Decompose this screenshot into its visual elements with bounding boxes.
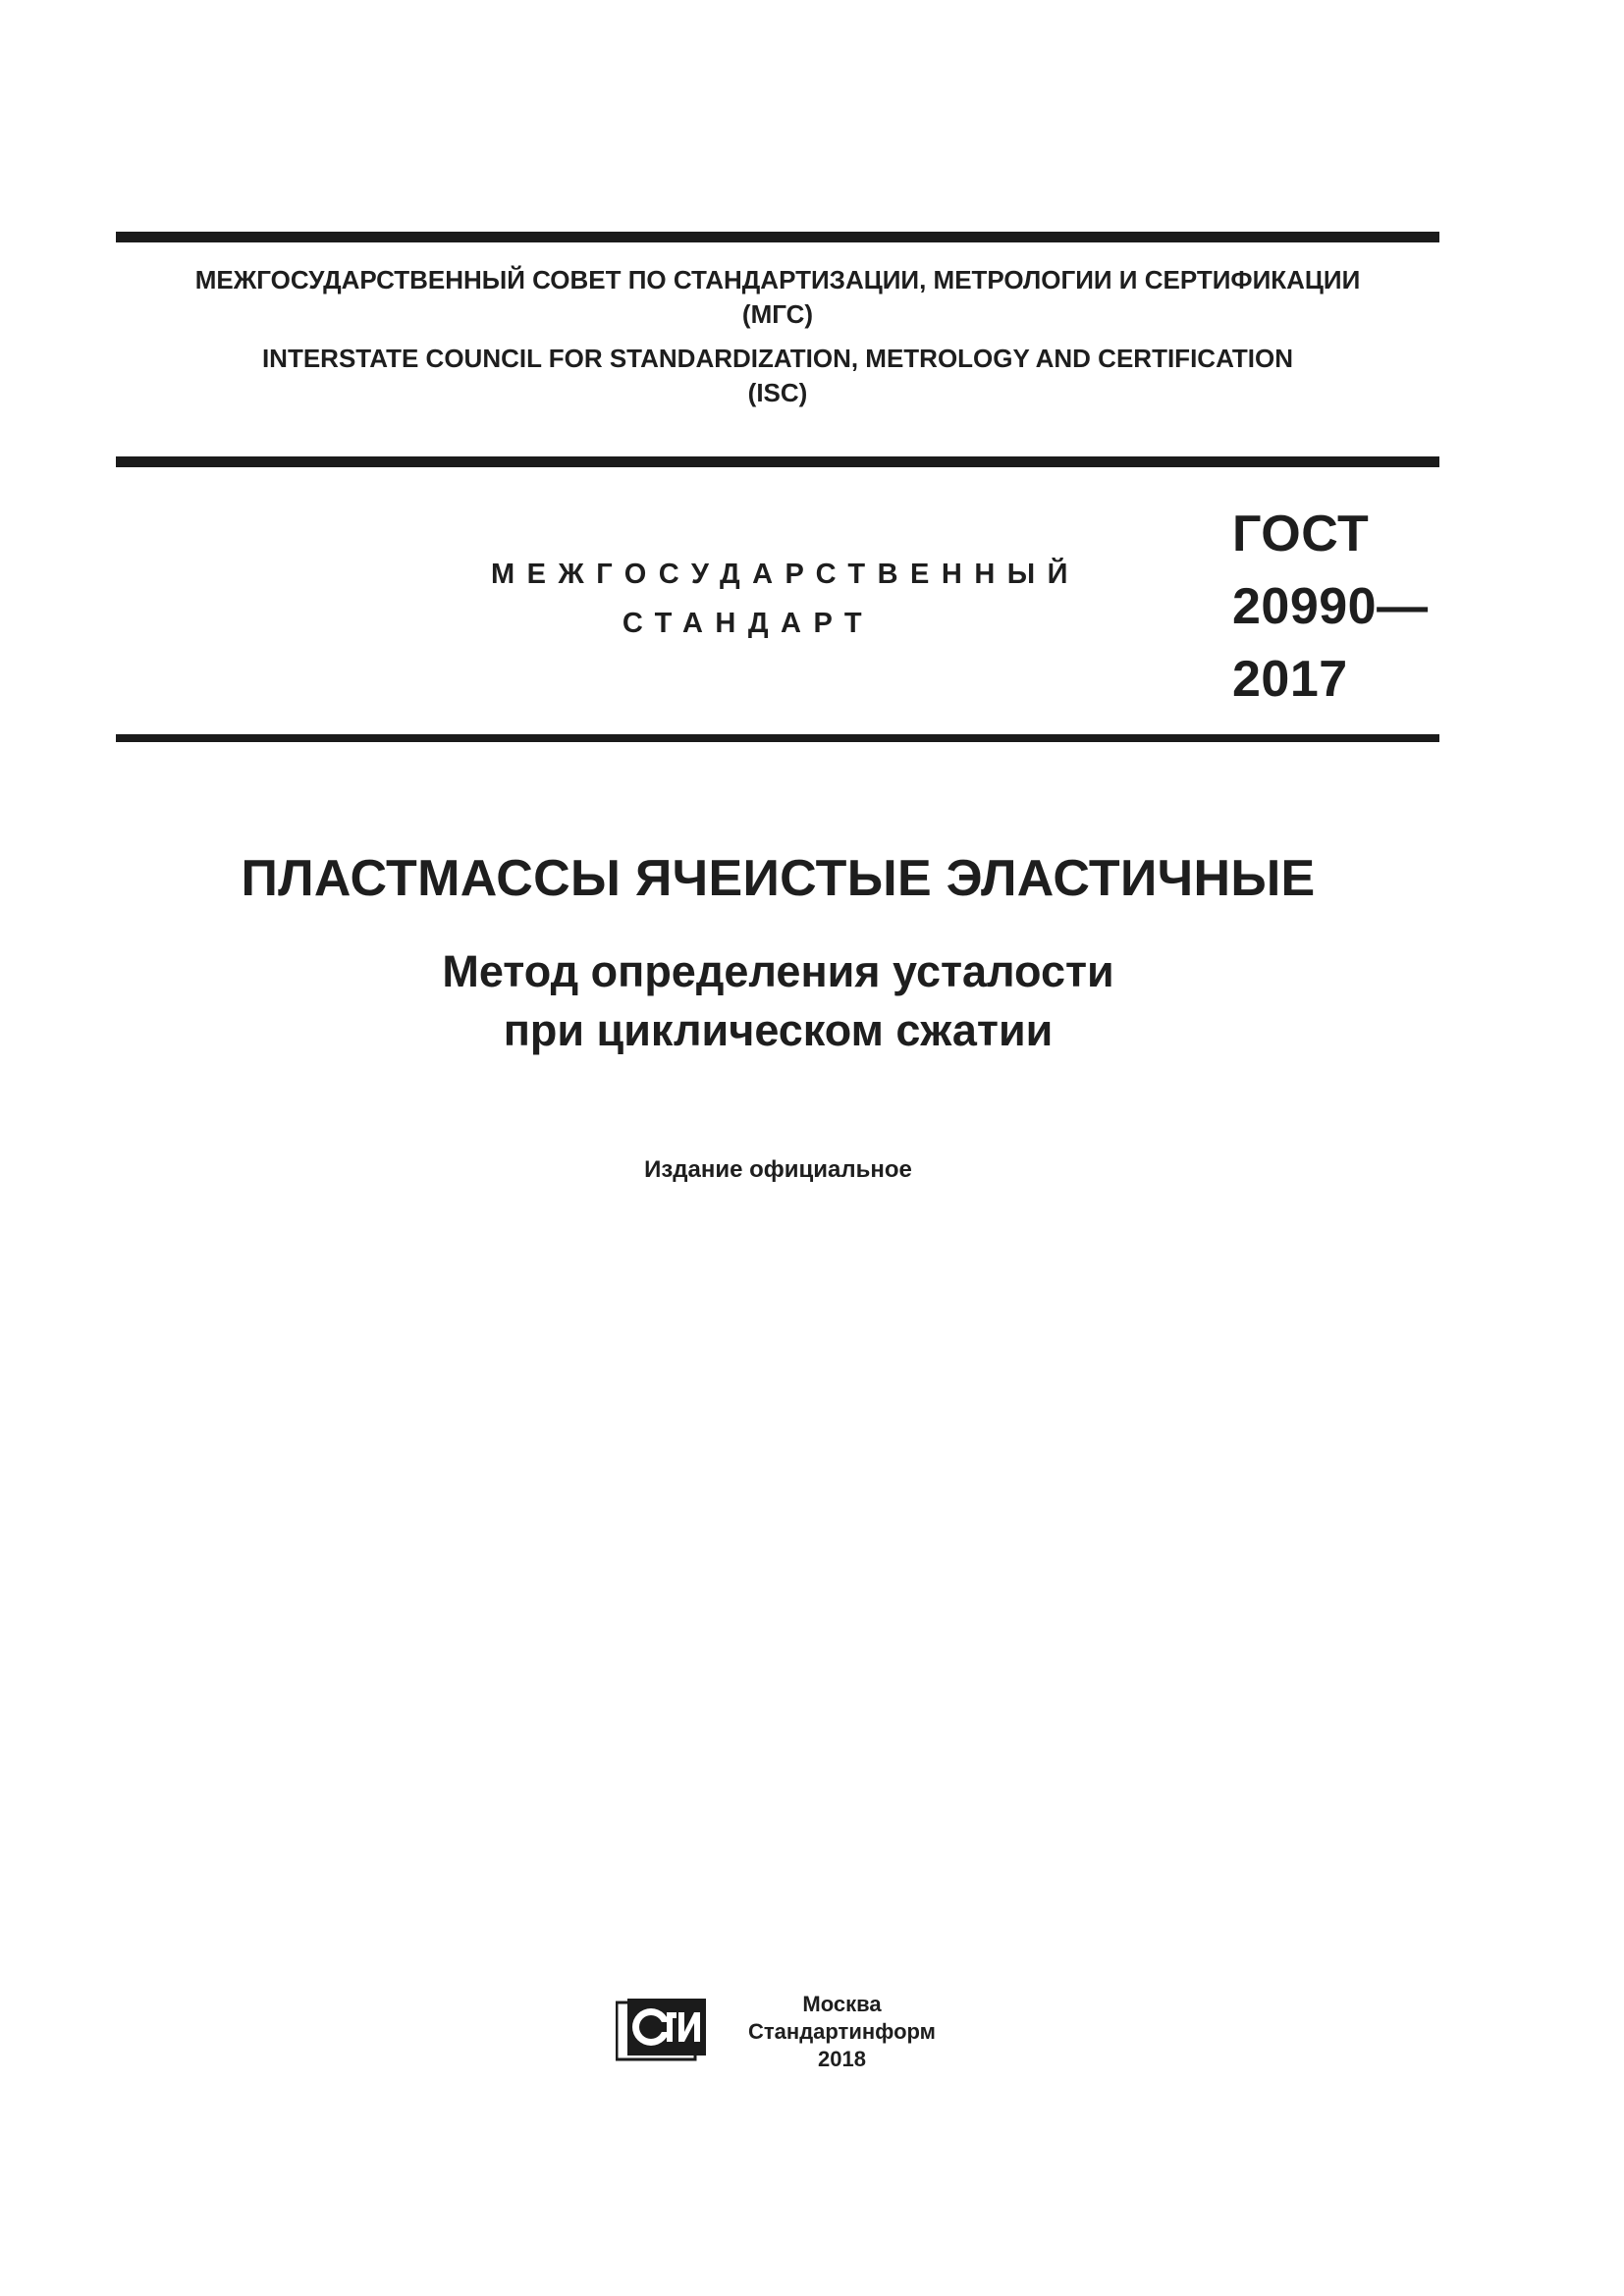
council-en-block (116, 342, 1439, 410)
subtitle-line1: Метод определения усталости (442, 946, 1114, 996)
council-ru-abbr: (МГС) (741, 299, 814, 329)
standard-designation (1232, 498, 1429, 716)
standartinform-logo-icon (616, 1997, 708, 2065)
council-en-name: INTERSTATE COUNCIL FOR STANDARDIZATION, METROLOGY AND CERTIFICATION (261, 344, 1294, 373)
council-ru-name: МЕЖГОСУДАРСТВЕННЫЙ СОВЕТ ПО СТАНДАРТИЗАЦИИ, МЕТРОЛОГИИ И СЕРТИФИКАЦИИ (194, 265, 1361, 294)
top-divider (116, 232, 1439, 242)
edition-label: Издание официальное (644, 1156, 912, 1183)
standard-kind-line1: МЕЖГОСУДАРСТВЕННЫЙ (490, 559, 1081, 590)
council-en-abbr: (ISC) (747, 378, 808, 407)
publisher-name: Стандартинформ (748, 2019, 936, 2044)
document-subtitle (0, 942, 1556, 1060)
publisher-imprint (731, 1991, 952, 2073)
document-title: ПЛАСТМАССЫ ЯЧЕИСТЫЕ ЭЛАСТИЧНЫЕ (241, 850, 1316, 907)
publisher-city: Москва (802, 1992, 882, 2016)
subtitle-line2: при циклическом сжатии (503, 1005, 1054, 1055)
middle-divider (116, 456, 1439, 467)
designation-prefix: ГОСТ (1232, 506, 1370, 562)
standard-kind-line2: СТАНДАРТ (622, 608, 875, 639)
council-ru-block (116, 263, 1439, 332)
publisher-year: 2018 (818, 2047, 866, 2071)
designation-year: 2017 (1232, 651, 1348, 708)
bottom-divider (116, 734, 1439, 742)
designation-number: 20990— (1232, 578, 1429, 635)
